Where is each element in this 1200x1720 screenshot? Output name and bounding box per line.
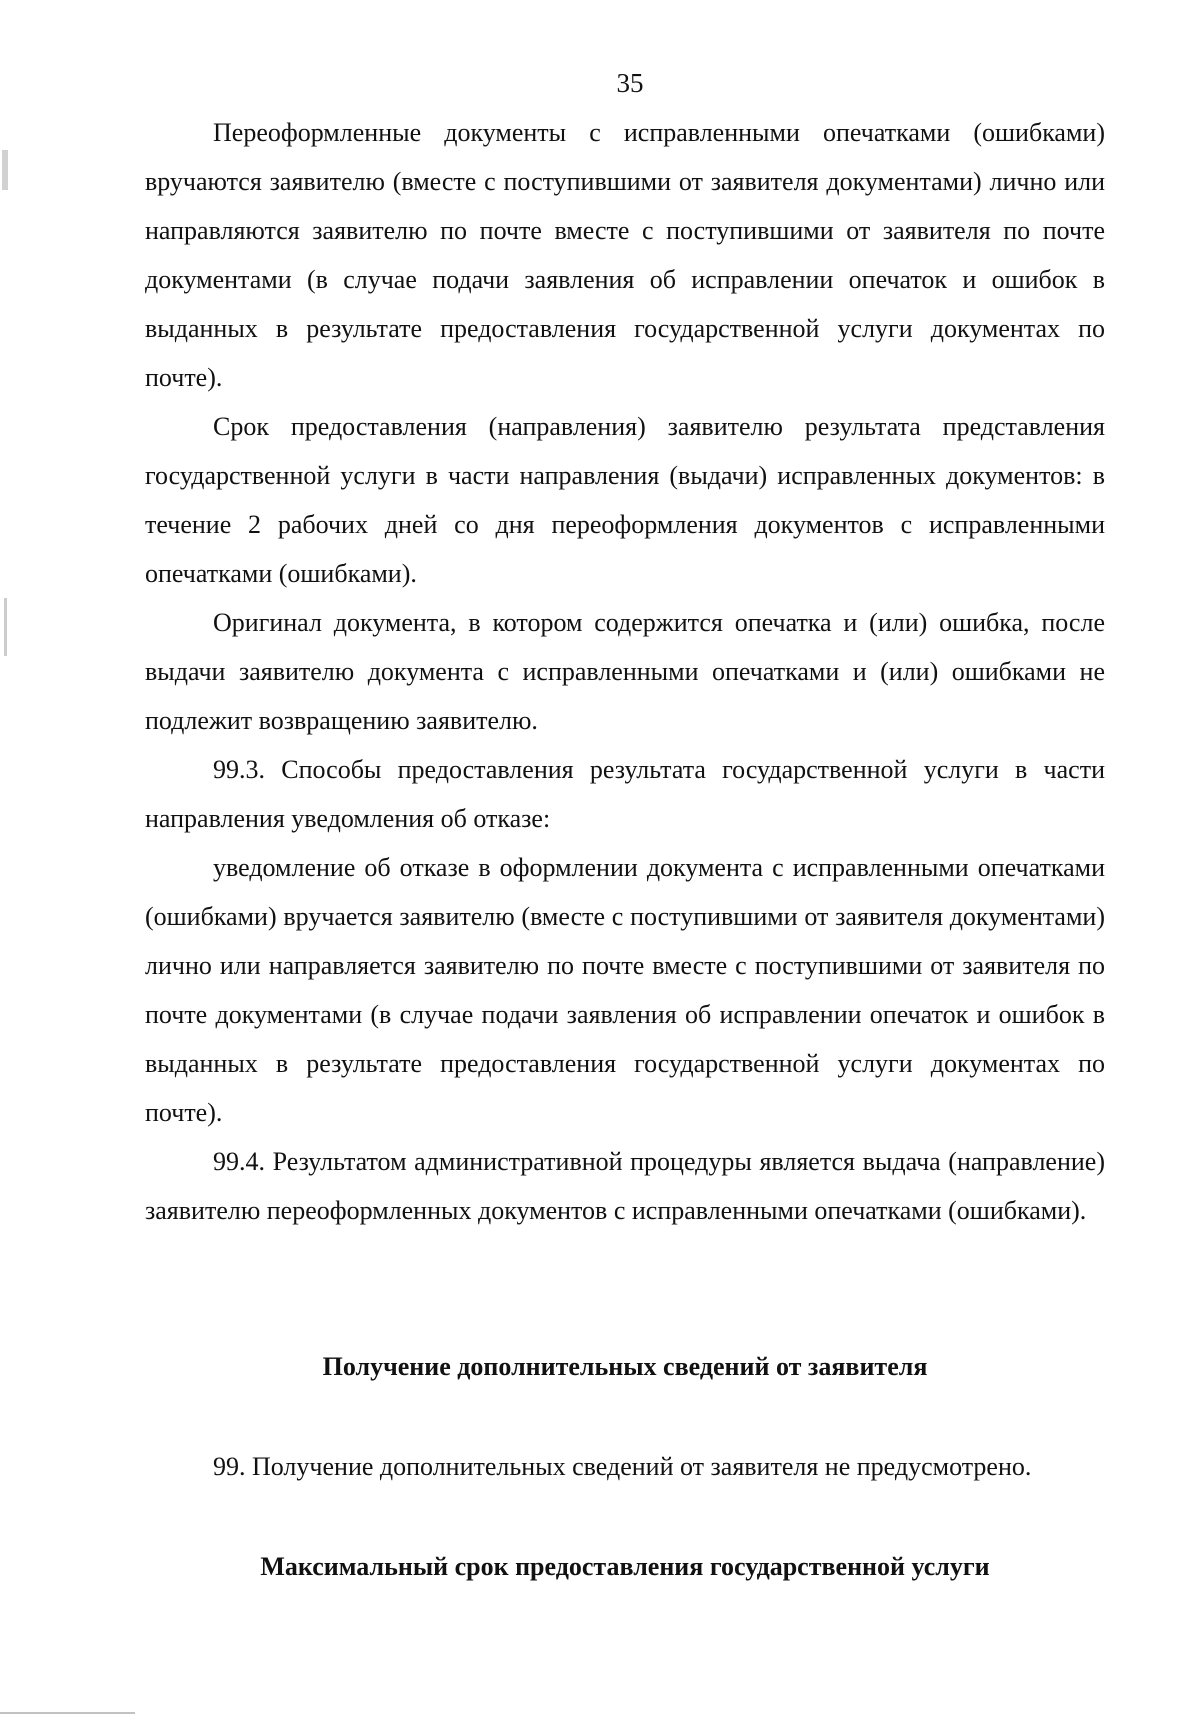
paragraph-99-3: 99.3. Способы предоставления результата государственной услуги в части направления уведомления об отказе: xyxy=(145,755,1105,833)
paragraph-refusal-notice: уведомление об отказе в оформлении документа с исправленными опечатками (ошибками) вручается заявителю (вместе с поступившими от заявителя документами) лично или направляется заявителю по почте вместе с поступившими от заявителя по почте документами (в случае подачи заявления об исправлении опечаток и ошибок в выданных в результате предоставления государственной услуги документах по почте). xyxy=(145,853,1105,1127)
section-heading-max-term: Максимальный срок предоставления государственной услуги xyxy=(260,1552,990,1581)
page-number: 35 xyxy=(616,68,644,98)
scan-artifact-bottom-rule xyxy=(0,1712,135,1714)
paragraph-99-4: 99.4. Результатом административной процедуры является выдача (направление) заявителю переоформленных документов с исправленными опечатками (ошибками). xyxy=(145,1147,1105,1225)
document-body xyxy=(145,108,1105,1235)
paragraph-99: 99. Получение дополнительных сведений от заявителя не предусмотрено. xyxy=(213,1452,1032,1481)
scan-artifact-middle xyxy=(4,598,7,656)
paragraph-original-document: Оригинал документа, в котором содержится опечатка и (или) ошибка, после выдачи заявителю документа с исправленными опечатками и (или) ошибками не подлежит возвращению заявителю. xyxy=(145,608,1105,735)
paragraph-delivery-term: Срок предоставления (направления) заявителю результата представления государственной услуги в части направления (выдачи) исправленных документов: в течение 2 рабочих дней со дня переоформления документов с исправленными опечатками (ошибками). xyxy=(145,412,1105,588)
paragraph-reissued-documents: Переоформленные документы с исправленными опечатками (ошибками) вручаются заявителю (вместе с поступившими от заявителя документами) лично или направляются заявителю по почте вместе с поступившими от заявителя по почте документами (в случае подачи заявления об исправлении опечаток и ошибок в выданных в результате предоставления государственной услуги документах по почте). xyxy=(145,118,1105,392)
scan-artifact-top xyxy=(2,150,8,190)
section-heading-additional-info: Получение дополнительных сведений от заявителя xyxy=(322,1352,928,1381)
